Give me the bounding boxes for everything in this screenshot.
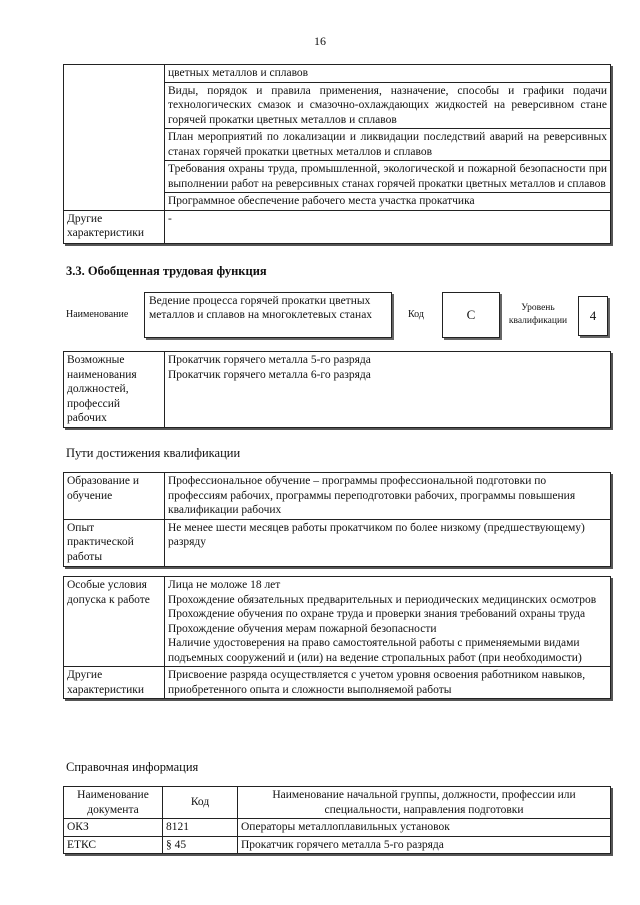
- ref-header-doc: Наименование документа: [64, 787, 163, 819]
- code-label: Код: [408, 309, 424, 320]
- level-value: 4: [578, 296, 608, 336]
- section-title: 3.3. Обобщенная трудовая функция: [66, 264, 267, 278]
- name-value: Ведение процесса горячей прокатки цветных металлов и сплавов на многоклетевых станах: [144, 292, 392, 338]
- paths-title: Пути достижения квалификации: [66, 446, 241, 460]
- other-characteristics-label: Другие характеристики: [64, 210, 165, 243]
- reference-table: [63, 786, 611, 854]
- other-characteristics-value: Присвоение разряда осуществляется с учетом уровня освоения работником навыков, приобретенного опыта и сложности выполняемой работы: [165, 667, 611, 699]
- conditions-table: [63, 576, 611, 699]
- ref-code: § 45: [163, 836, 238, 854]
- name-label: Наименование: [66, 309, 129, 320]
- ref-header-code: Код: [163, 787, 238, 819]
- experience-value: Не менее шести месяцев работы прокатчиком по более низкому (предшествующему) разряду: [165, 519, 611, 566]
- education-value: Профессиональное обучение – программы профессиональной подготовки по профессиям рабочих, программы переподготовки рабочих, программы повышения квалификации рабочих: [165, 473, 611, 520]
- position-item: Прокатчик горячего металла 6-го разряда: [168, 368, 371, 381]
- conditions-label: Особые условия допуска к работе: [64, 577, 165, 667]
- condition-item: Прохождение обучения по охране труда и проверки знания требований охраны труда: [168, 608, 586, 620]
- knowledge-item: Требования охраны труда, промышленной, экологической и пожарной безопасности при выполнении работ на реверсивных станах горячей прокатки цветных металлов и сплавов: [165, 161, 611, 193]
- ref-doc: ОКЗ: [64, 819, 163, 837]
- knowledge-item: цветных металлов и сплавов: [165, 65, 611, 83]
- positions-label: Возможные наименования должностей, профессий рабочих: [64, 352, 165, 428]
- paths-table: [63, 472, 611, 567]
- reference-title: Справочная информация: [66, 760, 199, 774]
- positions-list: [165, 352, 611, 428]
- ref-name: Прокатчик горячего металла 5-го разряда: [238, 836, 611, 854]
- knowledge-table: [63, 64, 611, 244]
- ref-header-name: Наименование начальной группы, должности, профессии или специальности, направления подготовки: [238, 787, 611, 819]
- education-label: Образование и обучение: [64, 473, 165, 520]
- knowledge-item: Программное обеспечение рабочего места участка прокатчика: [165, 193, 611, 211]
- experience-label: Опыт практической работы: [64, 519, 165, 566]
- knowledge-item: План мероприятий по локализации и ликвидации последствий аварий на реверсивных станах горячей прокатки цветных металлов и сплавов: [165, 129, 611, 161]
- ref-doc: ЕТКС: [64, 836, 163, 854]
- position-item: Прокатчик горячего металла 5-го разряда: [168, 354, 371, 366]
- function-row: [66, 292, 612, 338]
- knowledge-item: Виды, порядок и правила применения, назначение, способы и графики подачи технологических смазок и смазочно-охлаждающих жидкостей на реверсивном стане горячей прокатки цветных металлов и сплавов: [165, 82, 611, 129]
- other-characteristics-label: Другие характеристики: [64, 667, 165, 699]
- condition-item: Прохождение обучения мерам пожарной безопасности: [168, 622, 437, 635]
- other-characteristics-value: -: [165, 210, 611, 243]
- page-number: 16: [314, 34, 326, 48]
- level-label: Уровень квалификации: [508, 303, 568, 326]
- code-value: C: [442, 292, 500, 338]
- condition-item: Лица не моложе 18 лет: [168, 579, 281, 591]
- condition-item: Прохождение обязательных предварительных и периодических медицинских осмотров: [168, 593, 597, 606]
- condition-item: Наличие удостоверения на право самостоятельной работы с применяемыми видами подъемных сооружений и (или) на ведение стропальных работ (при необходимости): [168, 637, 582, 664]
- conditions-list: [165, 577, 611, 667]
- ref-name: Операторы металлоплавильных установок: [238, 819, 611, 837]
- ref-code: 8121: [163, 819, 238, 837]
- positions-table: [63, 351, 611, 428]
